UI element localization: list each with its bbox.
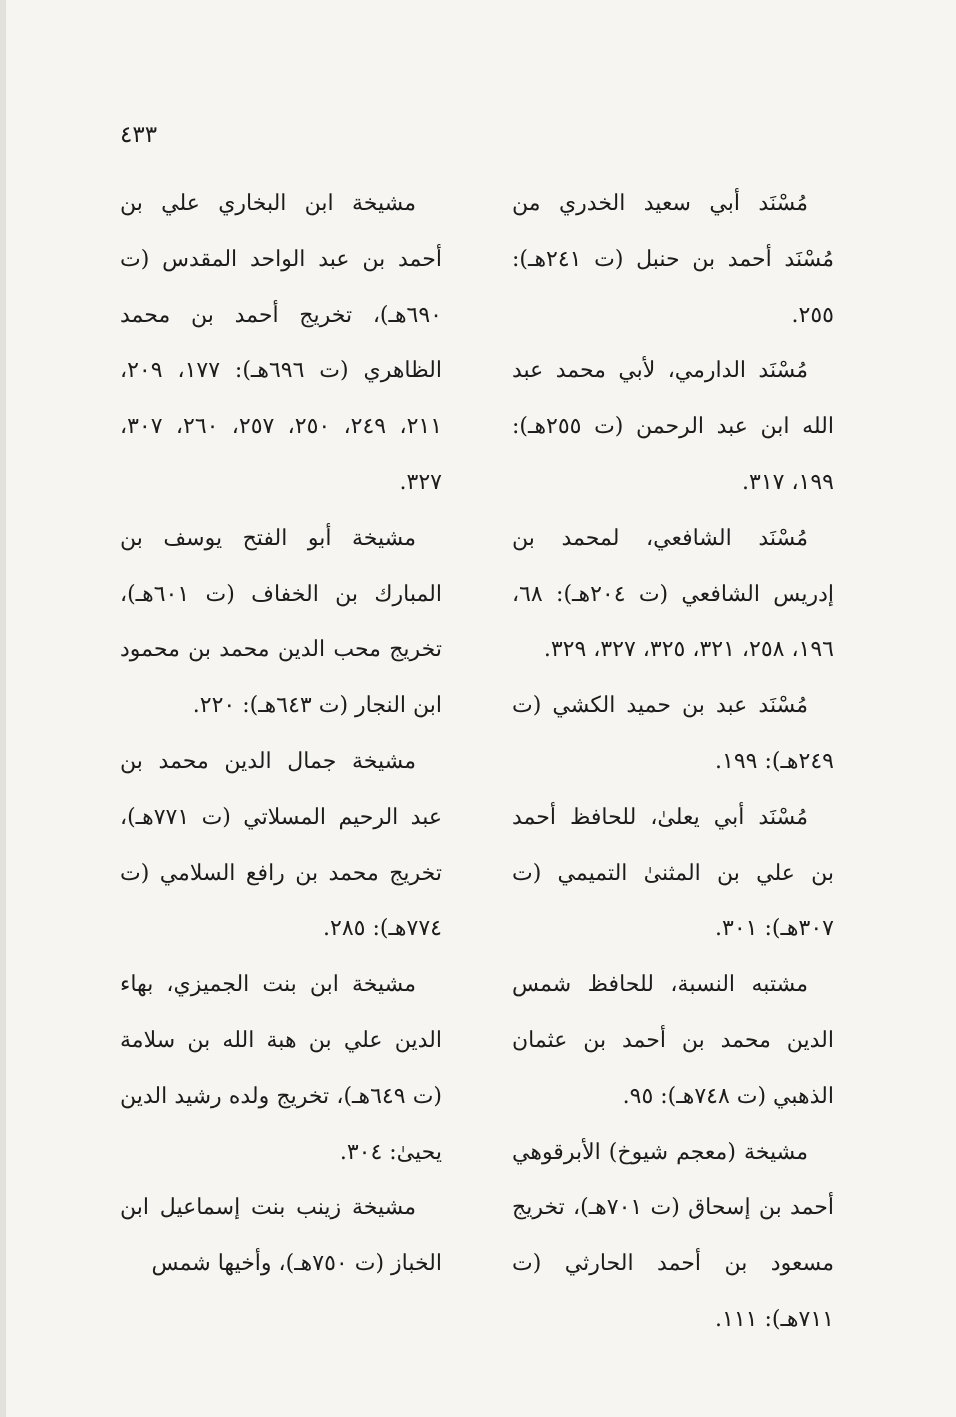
index-entry: مشيخة أبو الفتح يوسف بن المبارك بن الخفاف (ت ٦٠١هـ)، تخريج محب الدين محمد بن محمود ابن النجار (ت ٦٤٣هـ): ٢٢٠. bbox=[120, 525, 442, 719]
index-entry: مُسْنَد الدارمي، لأبي محمد عبد الله ابن عبد الرحمن (ت ٢٥٥هـ): ١٩٩، ٣١٧. bbox=[512, 358, 834, 495]
index-entry: مُسْنَد أبي يعلىٰ، للحافظ أحمد بن علي بن المثنىٰ التميمي (ت ٣٠٧هـ): ٣٠١. bbox=[512, 804, 834, 942]
right-column bbox=[512, 176, 834, 1348]
index-entry: مُسْنَد أبي سعيد الخدري من مُسْنَد أحمد بن حنبل (ت ٢٤١هـ): ٢٥٥. bbox=[512, 191, 834, 328]
index-entry: مشيخة ابن بنت الجميزي، بهاء الدين علي بن هبة الله بن سلامة (ت ٦٤٩هـ)، تخريج ولده رشيد الدين يحيىٰ: ٣٠٤. bbox=[120, 972, 442, 1165]
index-entry: مشتبه النسبة، للحافظ شمس الدين محمد بن أحمد بن عثمان الذهبي (ت ٧٤٨هـ): ٩٥. bbox=[512, 972, 834, 1109]
page-number: ٤٣٣ bbox=[120, 122, 158, 148]
index-entry: مشيخة زينب بنت إسماعيل ابن الخباز (ت ٧٥٠هـ)، وأخيها شمس bbox=[120, 1195, 442, 1277]
index-entry: مشيخة جمال الدين محمد بن عبد الرحيم المسلاتي (ت ٧٧١هـ)، تخريج محمد بن رافع السلامي (ت ٧٧٤هـ): ٢٨٥. bbox=[120, 748, 442, 942]
index-entry: مُسْنَد عبد بن حميد الكشي (ت ٢٤٩هـ): ١٩٩. bbox=[512, 693, 834, 774]
left-column bbox=[120, 176, 442, 1292]
page-edge bbox=[0, 0, 6, 1417]
index-entry: مشيخة ابن البخاري علي بن أحمد بن عبد الواحد المقدس (ت ٦٩٠هـ)، تخريج أحمد بن محمد الظاهري (ت ٦٩٦هـ): ١٧٧، ٢٠٩، ٢١١، ٢٤٩، ٢٥٠، ٢٥٧، ٢٦٠، ٣٠٧، ٣٢٧. bbox=[120, 191, 443, 495]
index-entry: مشيخة (معجم شيوخ) الأبرقوهي أحمد بن إسحاق (ت ٧٠١هـ)، تخريج مسعود بن أحمد الحارثي (ت ٧١١هـ): ١١١. bbox=[512, 1139, 834, 1332]
index-entry: مُسْنَد الشافعي، لمحمد بن إدريس الشافعي (ت ٢٠٤هـ): ٦٨، ١٩٦، ٢٥٨، ٣٢١، ٣٢٥، ٣٢٧، ٣٢٩. bbox=[512, 525, 834, 663]
